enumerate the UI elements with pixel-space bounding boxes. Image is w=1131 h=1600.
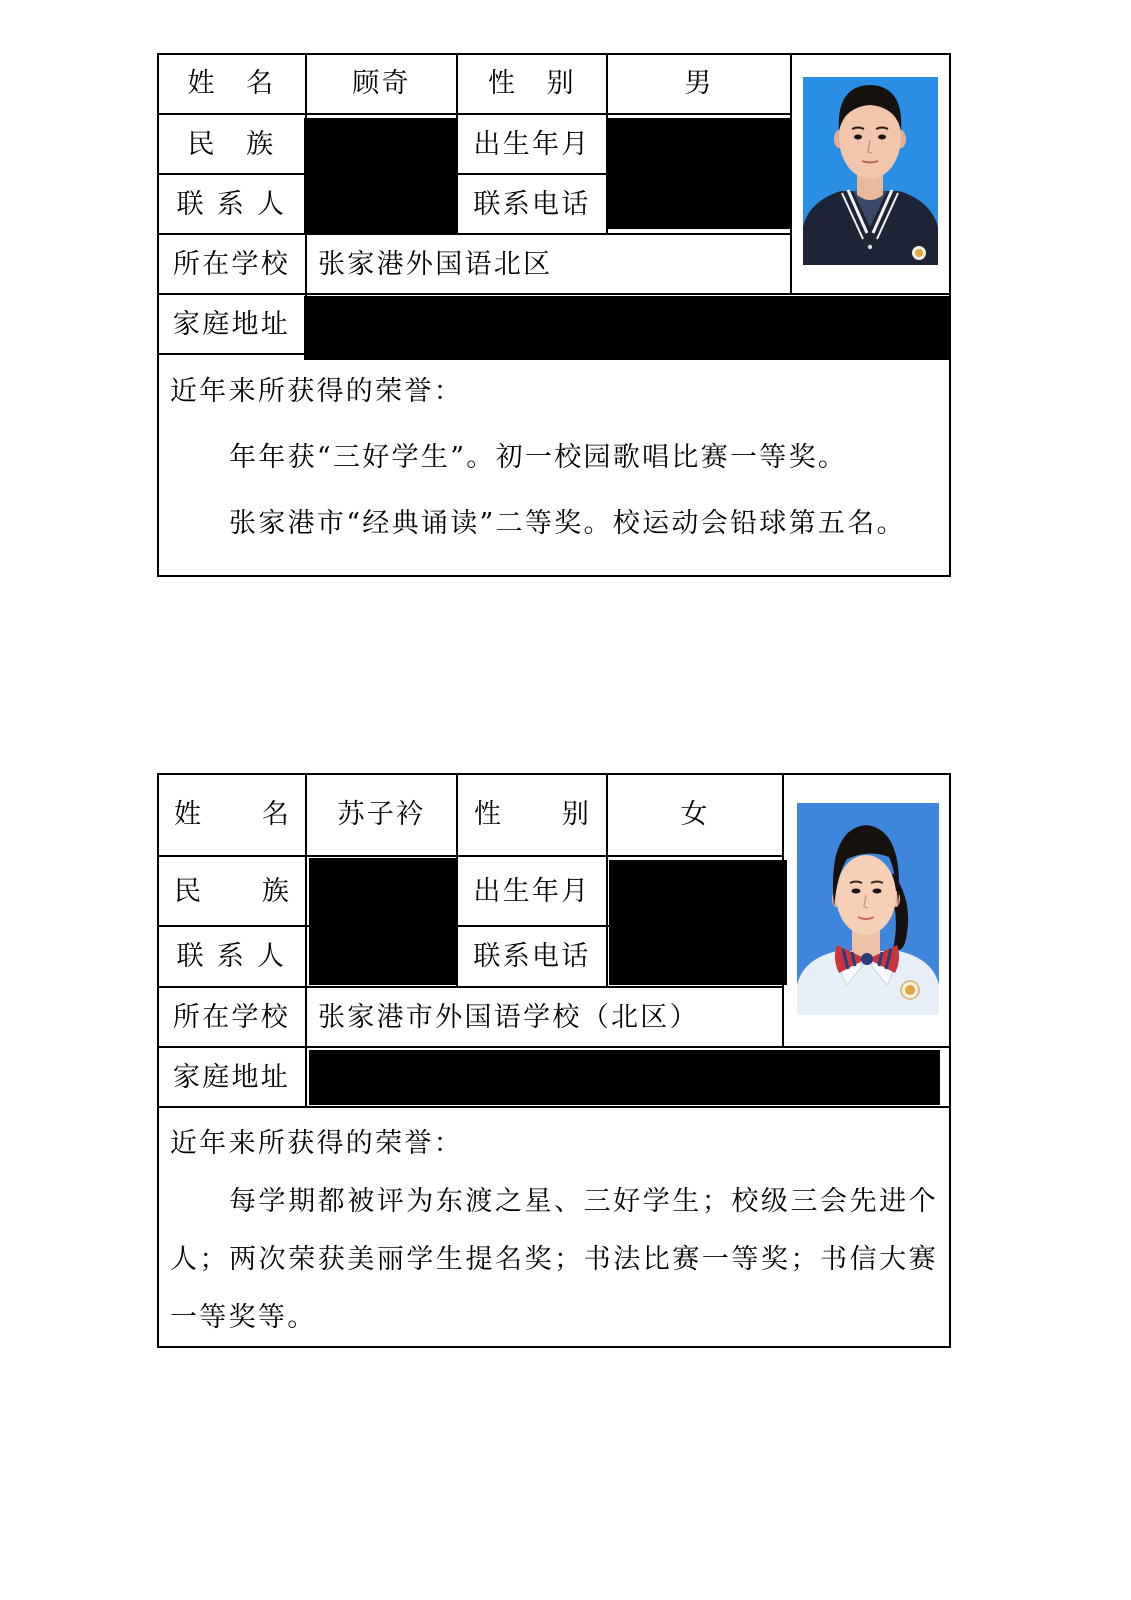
school-value: 张家港外国语北区 <box>318 248 553 280</box>
name-value: 顾奇 <box>352 68 411 99</box>
school-label: 所在学校 <box>172 1001 291 1033</box>
student-profile-table-2 <box>157 773 951 1348</box>
honors-title: 近年来所获得的荣誉： <box>170 376 463 407</box>
address-label: 家庭地址 <box>172 308 291 340</box>
contact-person-label: 联 系 人 <box>176 188 287 220</box>
contact-person-label: 联 系 人 <box>176 941 287 972</box>
redacted-birth-phone <box>607 118 790 229</box>
eye <box>878 135 886 140</box>
gender-value: 男 <box>684 68 714 99</box>
honors-section <box>157 354 951 577</box>
honors-paragraph: 每学期都被评为东渡之星、三好学生；校级三会先进个人；两次荣获美丽学生提名奖；书法比赛一等奖；书信大赛一等奖等。 <box>170 1186 938 1333</box>
name-value: 苏子衿 <box>337 799 426 830</box>
student-photo <box>797 803 939 1015</box>
address-label: 家庭地址 <box>172 1061 291 1093</box>
school-badge-center <box>905 985 915 995</box>
redacted-address <box>309 1050 940 1105</box>
phone-label: 联系电话 <box>473 188 591 220</box>
eye <box>852 889 861 894</box>
redacted-birth-phone <box>609 860 787 985</box>
honors-paragraph: 张家港市“经典诵读”二等奖。校运动会铅球第五名。 <box>229 508 906 539</box>
school-value: 张家港市外国语学校（北区） <box>318 1001 699 1033</box>
gender-value: 女 <box>680 799 710 830</box>
eye <box>854 135 862 140</box>
honors-section <box>157 1107 951 1348</box>
bow-knot <box>861 953 873 965</box>
school-label: 所在学校 <box>172 248 291 280</box>
redacted-address <box>304 296 951 360</box>
student-profile-table-1 <box>157 53 951 577</box>
honors-title: 近年来所获得的荣誉： <box>170 1128 463 1159</box>
ethnicity-label: 民 族 <box>174 875 292 907</box>
honors-paragraph: 年年获“三好学生”。初一校园歌唱比赛一等奖。 <box>229 442 848 473</box>
birth-date-label: 出生年月 <box>473 875 591 907</box>
name-label: 姓 名 <box>187 68 276 99</box>
zipper-pull <box>868 245 872 249</box>
ethnicity-label: 民 族 <box>187 128 276 160</box>
gender-label: 性 别 <box>488 68 576 99</box>
school-badge-center <box>915 249 923 257</box>
redacted-ethnicity-contact <box>309 858 457 985</box>
eye <box>873 889 882 894</box>
gender-label: 性 别 <box>474 799 592 830</box>
birth-date-label: 出生年月 <box>473 128 591 160</box>
name-label: 姓 名 <box>174 799 292 830</box>
phone-label: 联系电话 <box>473 941 591 972</box>
student-photo <box>803 77 938 265</box>
redacted-ethnicity-contact <box>304 118 457 234</box>
